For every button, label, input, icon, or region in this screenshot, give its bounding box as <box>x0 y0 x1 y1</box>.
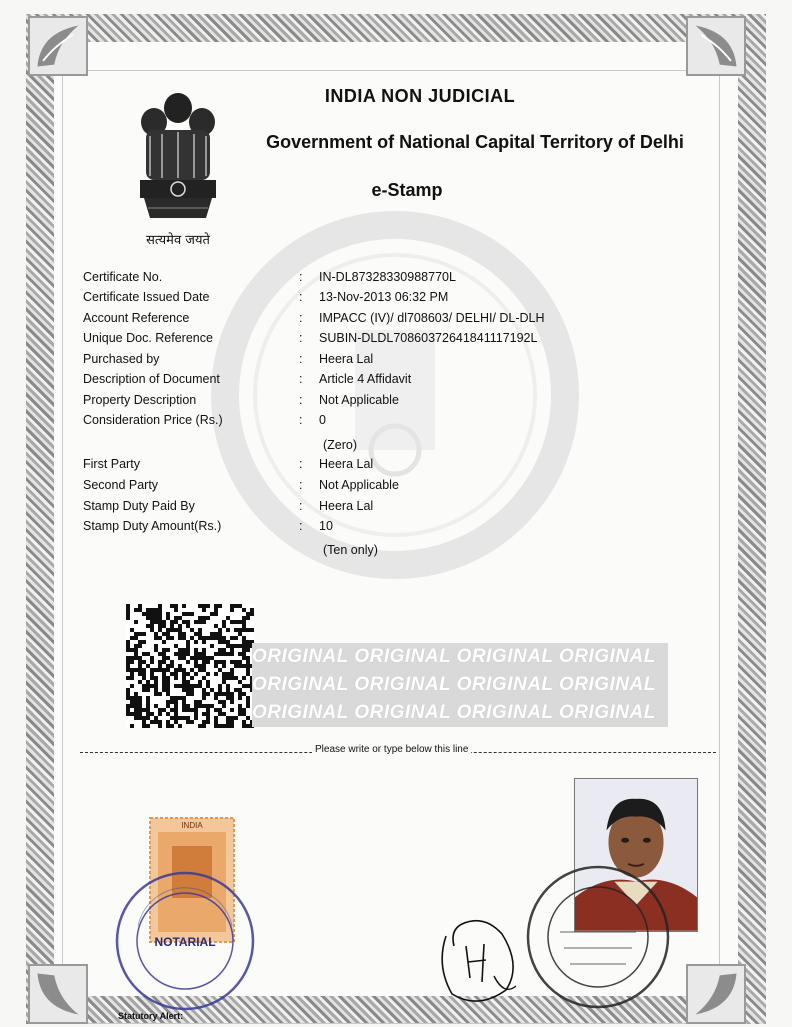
signature-icon <box>432 906 524 1012</box>
field-separator: : <box>299 393 303 407</box>
consideration-in-words: (Zero) <box>323 438 358 452</box>
field-separator: : <box>299 499 303 513</box>
original-watermark-band <box>252 643 668 727</box>
field-value: 13-Nov-2013 06:32 PM <box>319 290 449 304</box>
watermark-line: ORIGINAL ORIGINAL ORIGINAL ORIGINAL <box>252 702 656 723</box>
amount-in-words: (Ten only) <box>323 543 378 557</box>
field-separator: : <box>299 372 303 386</box>
emblem-motto: सत्यमेव जयते <box>146 233 210 248</box>
document-type-heading: e-Stamp <box>371 180 443 200</box>
field-separator: : <box>299 311 303 325</box>
field-separator: : <box>299 290 303 304</box>
write-below-label: Please write or type below this line <box>312 744 471 755</box>
corner-ornament-icon <box>686 964 746 1024</box>
field-label: Unique Doc. Reference <box>83 331 213 345</box>
notary-seal-icon <box>110 868 260 1014</box>
statutory-alert-label: Statutory Alert: <box>118 1011 184 1021</box>
field-value: 0 <box>319 413 326 427</box>
field-label: Purchased by <box>83 352 160 366</box>
notary-seal-icon <box>520 862 676 1012</box>
watermark-line: ORIGINAL ORIGINAL ORIGINAL ORIGINAL <box>252 674 656 695</box>
field-label: Property Description <box>83 393 197 407</box>
field-separator: : <box>299 413 303 427</box>
field-separator: : <box>299 457 303 471</box>
field-label: Second Party <box>83 478 159 492</box>
field-label: Certificate No. <box>83 270 163 284</box>
field-value: IN-DL87328330988770L <box>319 270 456 284</box>
field-value: Article 4 Affidavit <box>319 372 412 386</box>
page-title: INDIA NON JUDICIAL <box>324 86 516 106</box>
corner-ornament-icon <box>686 16 746 76</box>
field-value: IMPACC (IV)/ dl708603/ DELHI/ DL-DLH <box>319 311 545 325</box>
field-label: Stamp Duty Amount(Rs.) <box>83 519 222 533</box>
corner-ornament-icon <box>28 964 88 1024</box>
field-label: Account Reference <box>83 311 190 325</box>
ashoka-emblem-icon <box>128 86 228 236</box>
field-separator: : <box>299 478 303 492</box>
field-value: Heera Lal <box>319 457 374 471</box>
field-value: Heera Lal <box>319 499 374 513</box>
field-label: Stamp Duty Paid By <box>83 499 195 513</box>
field-value: Not Applicable <box>319 478 399 492</box>
field-separator: : <box>299 352 303 366</box>
field-label: Description of Document <box>83 372 220 386</box>
field-label: Consideration Price (Rs.) <box>83 413 223 427</box>
field-label: Certificate Issued Date <box>83 290 210 304</box>
field-separator: : <box>299 519 303 533</box>
field-value: Heera Lal <box>319 352 374 366</box>
qr-code-icon <box>126 604 254 728</box>
government-heading: Government of National Capital Territory of Delhi <box>266 132 684 152</box>
field-value: 10 <box>319 519 333 533</box>
field-value: Not Applicable <box>319 393 399 407</box>
field-separator: : <box>299 331 303 345</box>
field-separator: : <box>299 270 303 284</box>
field-value: SUBIN-DLDL70860372641841117192L <box>319 331 538 345</box>
field-label: First Party <box>83 457 140 471</box>
notary-seal-label: NOTARIAL <box>154 935 216 949</box>
watermark-line: ORIGINAL ORIGINAL ORIGINAL ORIGINAL <box>252 646 656 667</box>
corner-ornament-icon <box>28 16 88 76</box>
ticket-stamp-country: INDIA <box>181 821 203 830</box>
